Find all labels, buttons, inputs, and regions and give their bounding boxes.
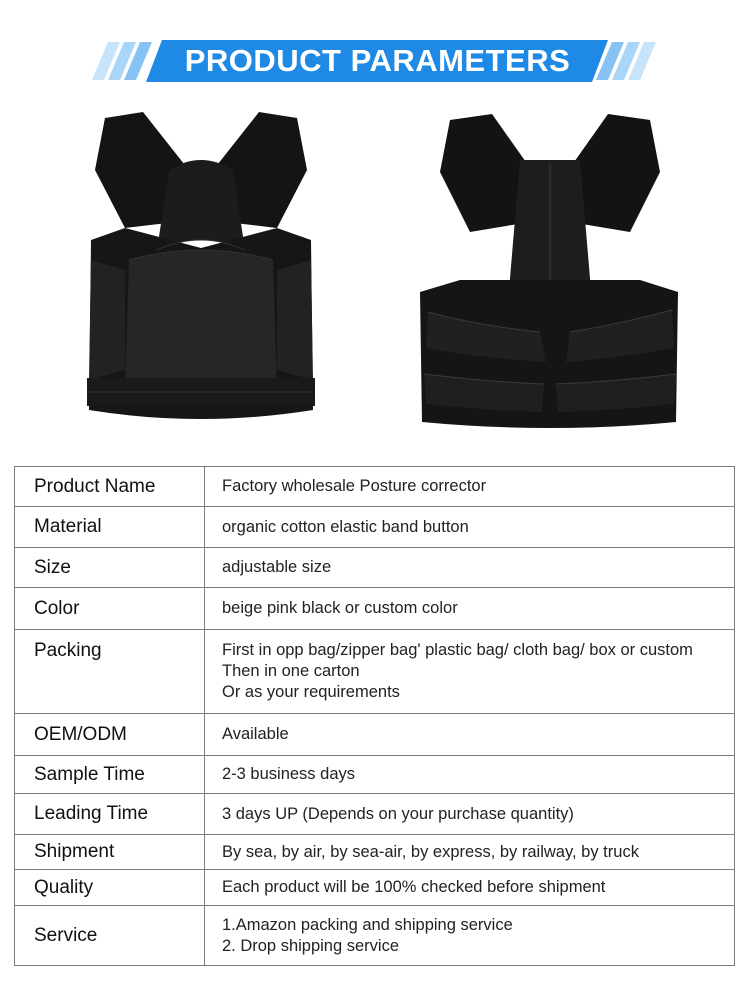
row-label: Packing [15,630,205,714]
table-row [15,906,735,966]
value-line: First in opp bag/zipper bag' plastic bag/ cloth bag/ box or custom [222,641,693,659]
row-label: Service [15,906,205,966]
product-image-back-view [85,110,317,430]
table-row [15,467,735,507]
table-row [15,835,735,870]
value-line: Or as your requirements [222,683,400,701]
row-label: OEM/ODM [15,714,205,756]
value-line: 3 days UP (Depends on your purchase quantity) [222,804,574,823]
row-label: Product Name [15,467,205,507]
table-row [15,794,735,835]
row-value [205,630,735,714]
row-value [205,714,735,756]
row-label: Color [15,588,205,630]
page-title: PRODUCT PARAMETERS [184,43,571,78]
row-value [205,588,735,630]
row-label: Shipment [15,835,205,870]
table-row [15,870,735,906]
row-value [205,756,735,794]
row-label: Sample Time [15,756,205,794]
table-row [15,588,735,630]
row-value [205,906,735,966]
row-label: Material [15,507,205,548]
value-line: adjustable size [222,558,332,576]
row-value [205,467,735,507]
row-value [205,548,735,588]
value-line: Then in one carton [222,662,360,680]
row-value [205,794,735,835]
product-image-front-view [420,112,680,432]
table-row [15,630,735,714]
value-line: Available [222,725,289,743]
table-row [15,756,735,794]
product-parameters-table [14,466,735,966]
row-label: Leading Time [15,794,205,835]
value-line: Factory wholesale Posture corrector [222,477,487,495]
value-line: 2. Drop shipping service [222,936,400,955]
value-line: organic cotton elastic band button [222,517,469,536]
value-line: 2-3 business days [222,765,355,783]
row-label: Quality [15,870,205,906]
table-row [15,714,735,756]
table-row [15,548,735,588]
value-line: 1.Amazon packing and shipping service [222,915,513,934]
table-row [15,507,735,548]
row-label: Size [15,548,205,588]
row-value [205,835,735,870]
value-line: beige pink black or custom color [222,599,458,617]
value-line: Each product will be 100% checked before shipment [222,878,606,896]
row-value [205,507,735,548]
row-value [205,870,735,906]
value-line: By sea, by air, by sea-air, by express, by railway, by truck [222,842,639,861]
